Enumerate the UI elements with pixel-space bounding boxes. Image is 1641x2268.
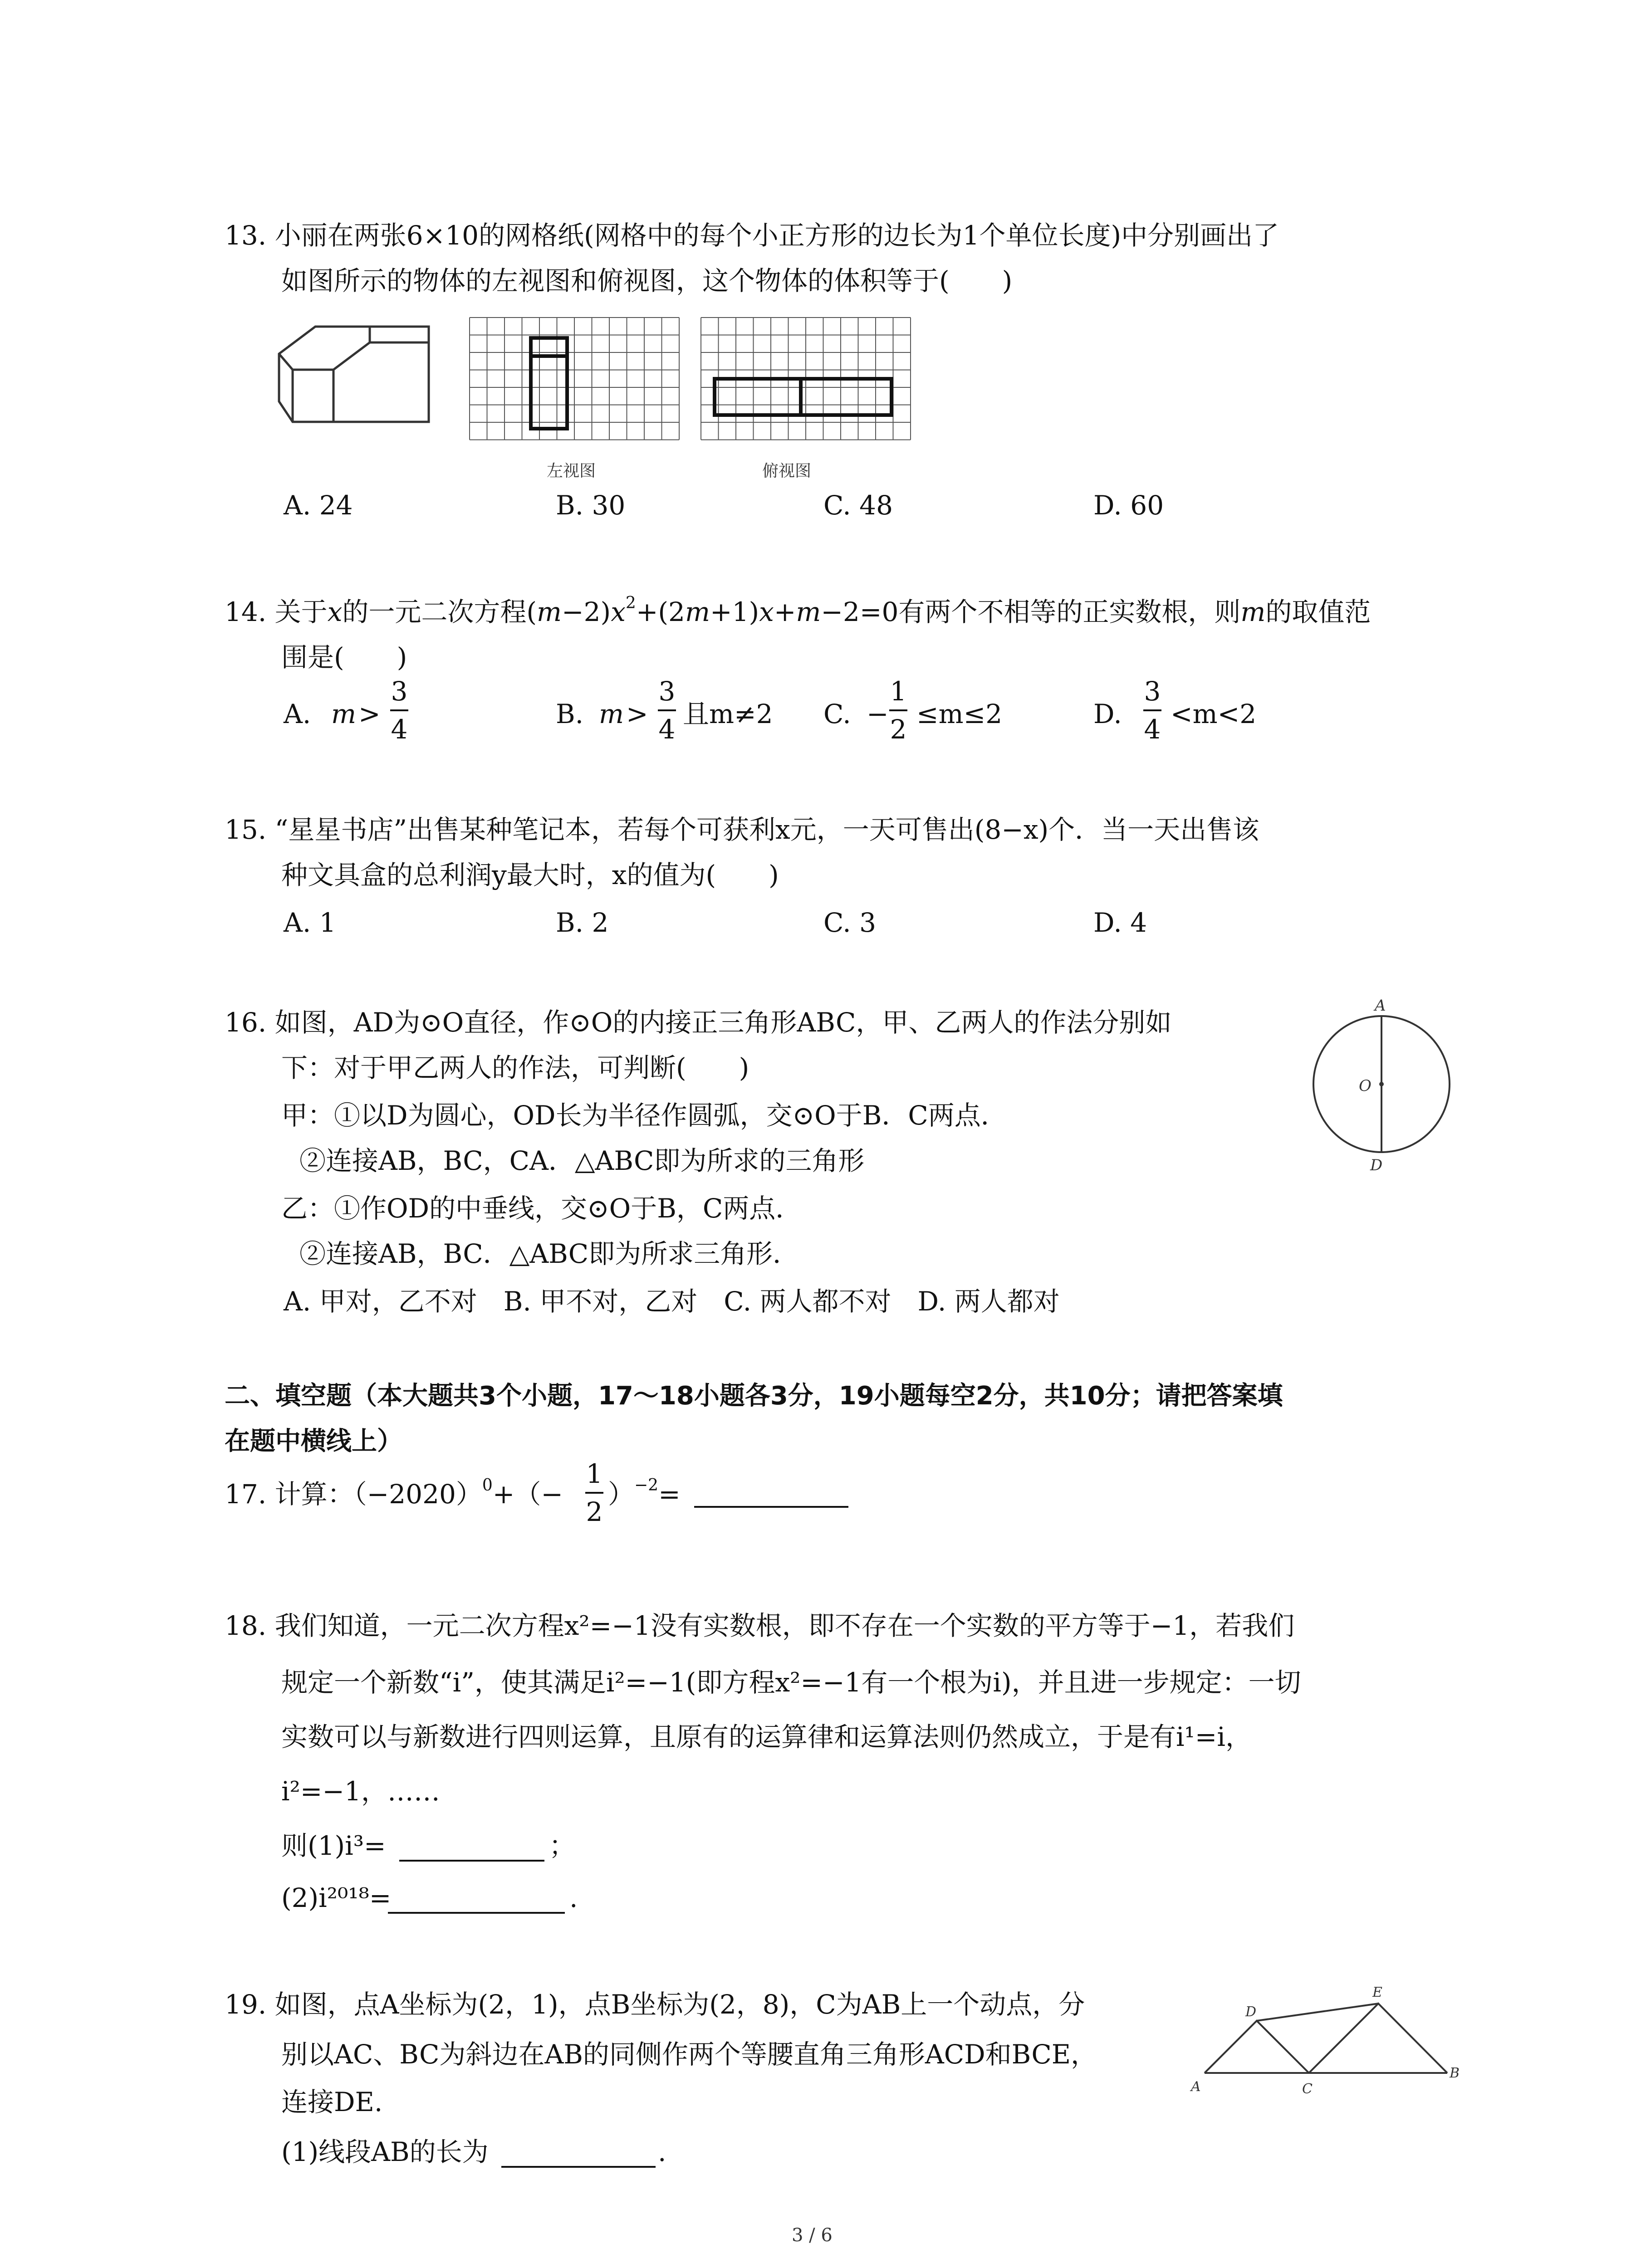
q13-top-view-caption: 俯视图 (762, 462, 812, 480)
q13-line2: 如图所示的物体的左视图和俯视图，这个物体的体积等于( ) (281, 265, 1013, 296)
q19-answer-blank[interactable] (501, 2166, 656, 2168)
q16-options: A. 甲对，乙不对 B. 甲不对，乙对 C. 两人都不对 D. 两人都对 (284, 1286, 1060, 1317)
q14-option-c-fraction: 1 2 (890, 676, 907, 745)
q16-label-a: A (1375, 998, 1386, 1015)
q16-line5: 乙：①作OD的中垂线，交⊙O于B，C两点． (281, 1193, 802, 1224)
q14-option-b-m: m (599, 699, 624, 729)
q14-option-a-label: A. (284, 699, 311, 729)
q16-label-d: D (1370, 1156, 1383, 1174)
q16-line2: 下：对于甲乙两人的作法，可判断( ) (281, 1052, 749, 1083)
q14-option-c-minus: − (867, 699, 889, 729)
q15-line2: 种文具盒的总利润y最大时，x的值为( ) (281, 860, 779, 890)
q19-line3: 连接DE. (281, 2087, 383, 2117)
q19-line1: 19. 如图，点A坐标为(2，1)，点B坐标为(2，8)，C为AB上一个动点，分 (225, 1989, 1085, 2020)
q14-option-d-tail: <m<2 (1171, 699, 1257, 729)
q14-option-d-fraction: 3 4 (1144, 676, 1161, 745)
q13-left-view-grid (460, 308, 696, 445)
q19-line4-end: . (658, 2136, 666, 2167)
q13-option-d: D. 60 (1093, 490, 1164, 521)
q17-answer-blank[interactable] (694, 1506, 848, 1508)
q14-option-b-label: B. (556, 699, 584, 729)
q19-triangles-figure (1189, 1964, 1470, 2105)
q18-line4: i²=−1，…… (281, 1776, 440, 1807)
q19-label-e: E (1372, 1984, 1382, 2000)
q16-label-o: O (1359, 1077, 1372, 1095)
q14-line2: 围是( ) (281, 642, 407, 673)
q17-fraction: 1 2 (586, 1458, 603, 1527)
q16-line1: 16. 如图，AD为⊙O直径，作⊙O的内接正三角形ABC，甲、乙两人的作法分别如 (225, 1007, 1172, 1038)
q18-line3: 实数可以与新数进行四则运算，且原有的运算律和运算法则仍然成立，于是有i¹=i， (281, 1721, 1252, 1752)
q18-line6: (2)i²⁰¹⁸= (281, 1882, 392, 1913)
q19-label-c: C (1302, 2081, 1313, 2097)
q18-line5: 则(1)i³= (281, 1830, 386, 1861)
q13-option-a: A. 24 (284, 490, 353, 521)
q17-pre: 17. 计算：$(-2020)^0+(-$ (225, 1476, 563, 1510)
q14-line1: 14. 关于x的一元二次方程$(m-2)x^2+(2m+1)x+m-2=0$有两个不相等的正实数根，则m的取值范 (225, 594, 1371, 627)
q18-answer2-blank[interactable] (388, 1912, 565, 1914)
q14-option-a-m: m (331, 699, 356, 729)
q18-answer1-blank[interactable] (399, 1860, 544, 1862)
q13-top-view-grid (692, 308, 928, 445)
q19-line4: (1)线段AB的长为 (281, 2136, 489, 2167)
q16-circle-figure (1307, 998, 1461, 1179)
q18-line5-end: ； (549, 1830, 576, 1861)
q14-option-b-gt: > (626, 699, 648, 729)
q15-option-b: B. 2 (556, 907, 609, 938)
q14-option-a-fraction: 3 4 (391, 676, 408, 745)
q18-line2: 规定一个新数“i”，使其满足i²=−1(即方程x²=−1有一个根为i)，并且进一步规定：一切 (281, 1667, 1301, 1698)
q15-option-c: C. 3 (823, 907, 877, 938)
q13-line1: 13. 小丽在两张6×10的网格纸(网格中的每个小正方形的边长为1个单位长度)中分别画出了 (225, 220, 1279, 251)
q15-option-a: A. 1 (284, 907, 336, 938)
page-number: 3 / 6 (792, 2225, 833, 2246)
q16-line3: 甲：①以D为圆心，OD长为半径作圆弧，交⊙O于B．C两点． (281, 1100, 1007, 1131)
q15-option-d: D. 4 (1093, 907, 1147, 938)
q19-label-b: B (1450, 2065, 1460, 2081)
q18-line1: 18. 我们知道，一元二次方程x²=−1没有实数根，即不存在一个实数的平方等于−1，若我们 (225, 1610, 1295, 1641)
q19-line2: 别以AC、BC为斜边在AB的同侧作两个等腰直角三角形ACD和BCE， (281, 2039, 1097, 2070)
q13-option-c: C. 48 (823, 490, 893, 521)
q14-option-c-label: C. (823, 699, 851, 729)
q14-option-c-tail: ≤m≤2 (916, 699, 1003, 729)
q16-line6: ②连接AB，BC．△ABC即为所求三角形． (299, 1238, 799, 1269)
q19-label-d: D (1245, 2004, 1257, 2020)
q14-option-b-tail: 且m≠2 (683, 699, 773, 729)
q19-label-a: A (1191, 2079, 1201, 2095)
q14-option-a-gt: > (358, 699, 381, 729)
q18-line6-end: . (569, 1882, 578, 1913)
q17-tail: ）$^{-2}$= (608, 1476, 681, 1510)
q15-line1: 15. “星星书店”出售某种笔记本，若每个可获利x元，一天可售出(8−x)个．当一天出售该 (225, 814, 1259, 845)
q13-object-figure (274, 318, 438, 426)
q13-option-b: B. 30 (556, 490, 626, 521)
q13-left-view-caption: 左视图 (547, 462, 596, 480)
section2-heading-line1: 二、填空题（本大题共3个小题，17～18小题各3分，19小题每空2分，共10分；请把答案填 (225, 1381, 1283, 1411)
q16-line4: ②连接AB，BC，CA．△ABC即为所求的三角形 (299, 1145, 865, 1176)
q14-option-d-label: D. (1093, 699, 1122, 729)
q14-option-b-fraction: 3 4 (658, 676, 676, 745)
section2-heading-line2: 在题中横线上） (225, 1427, 402, 1456)
